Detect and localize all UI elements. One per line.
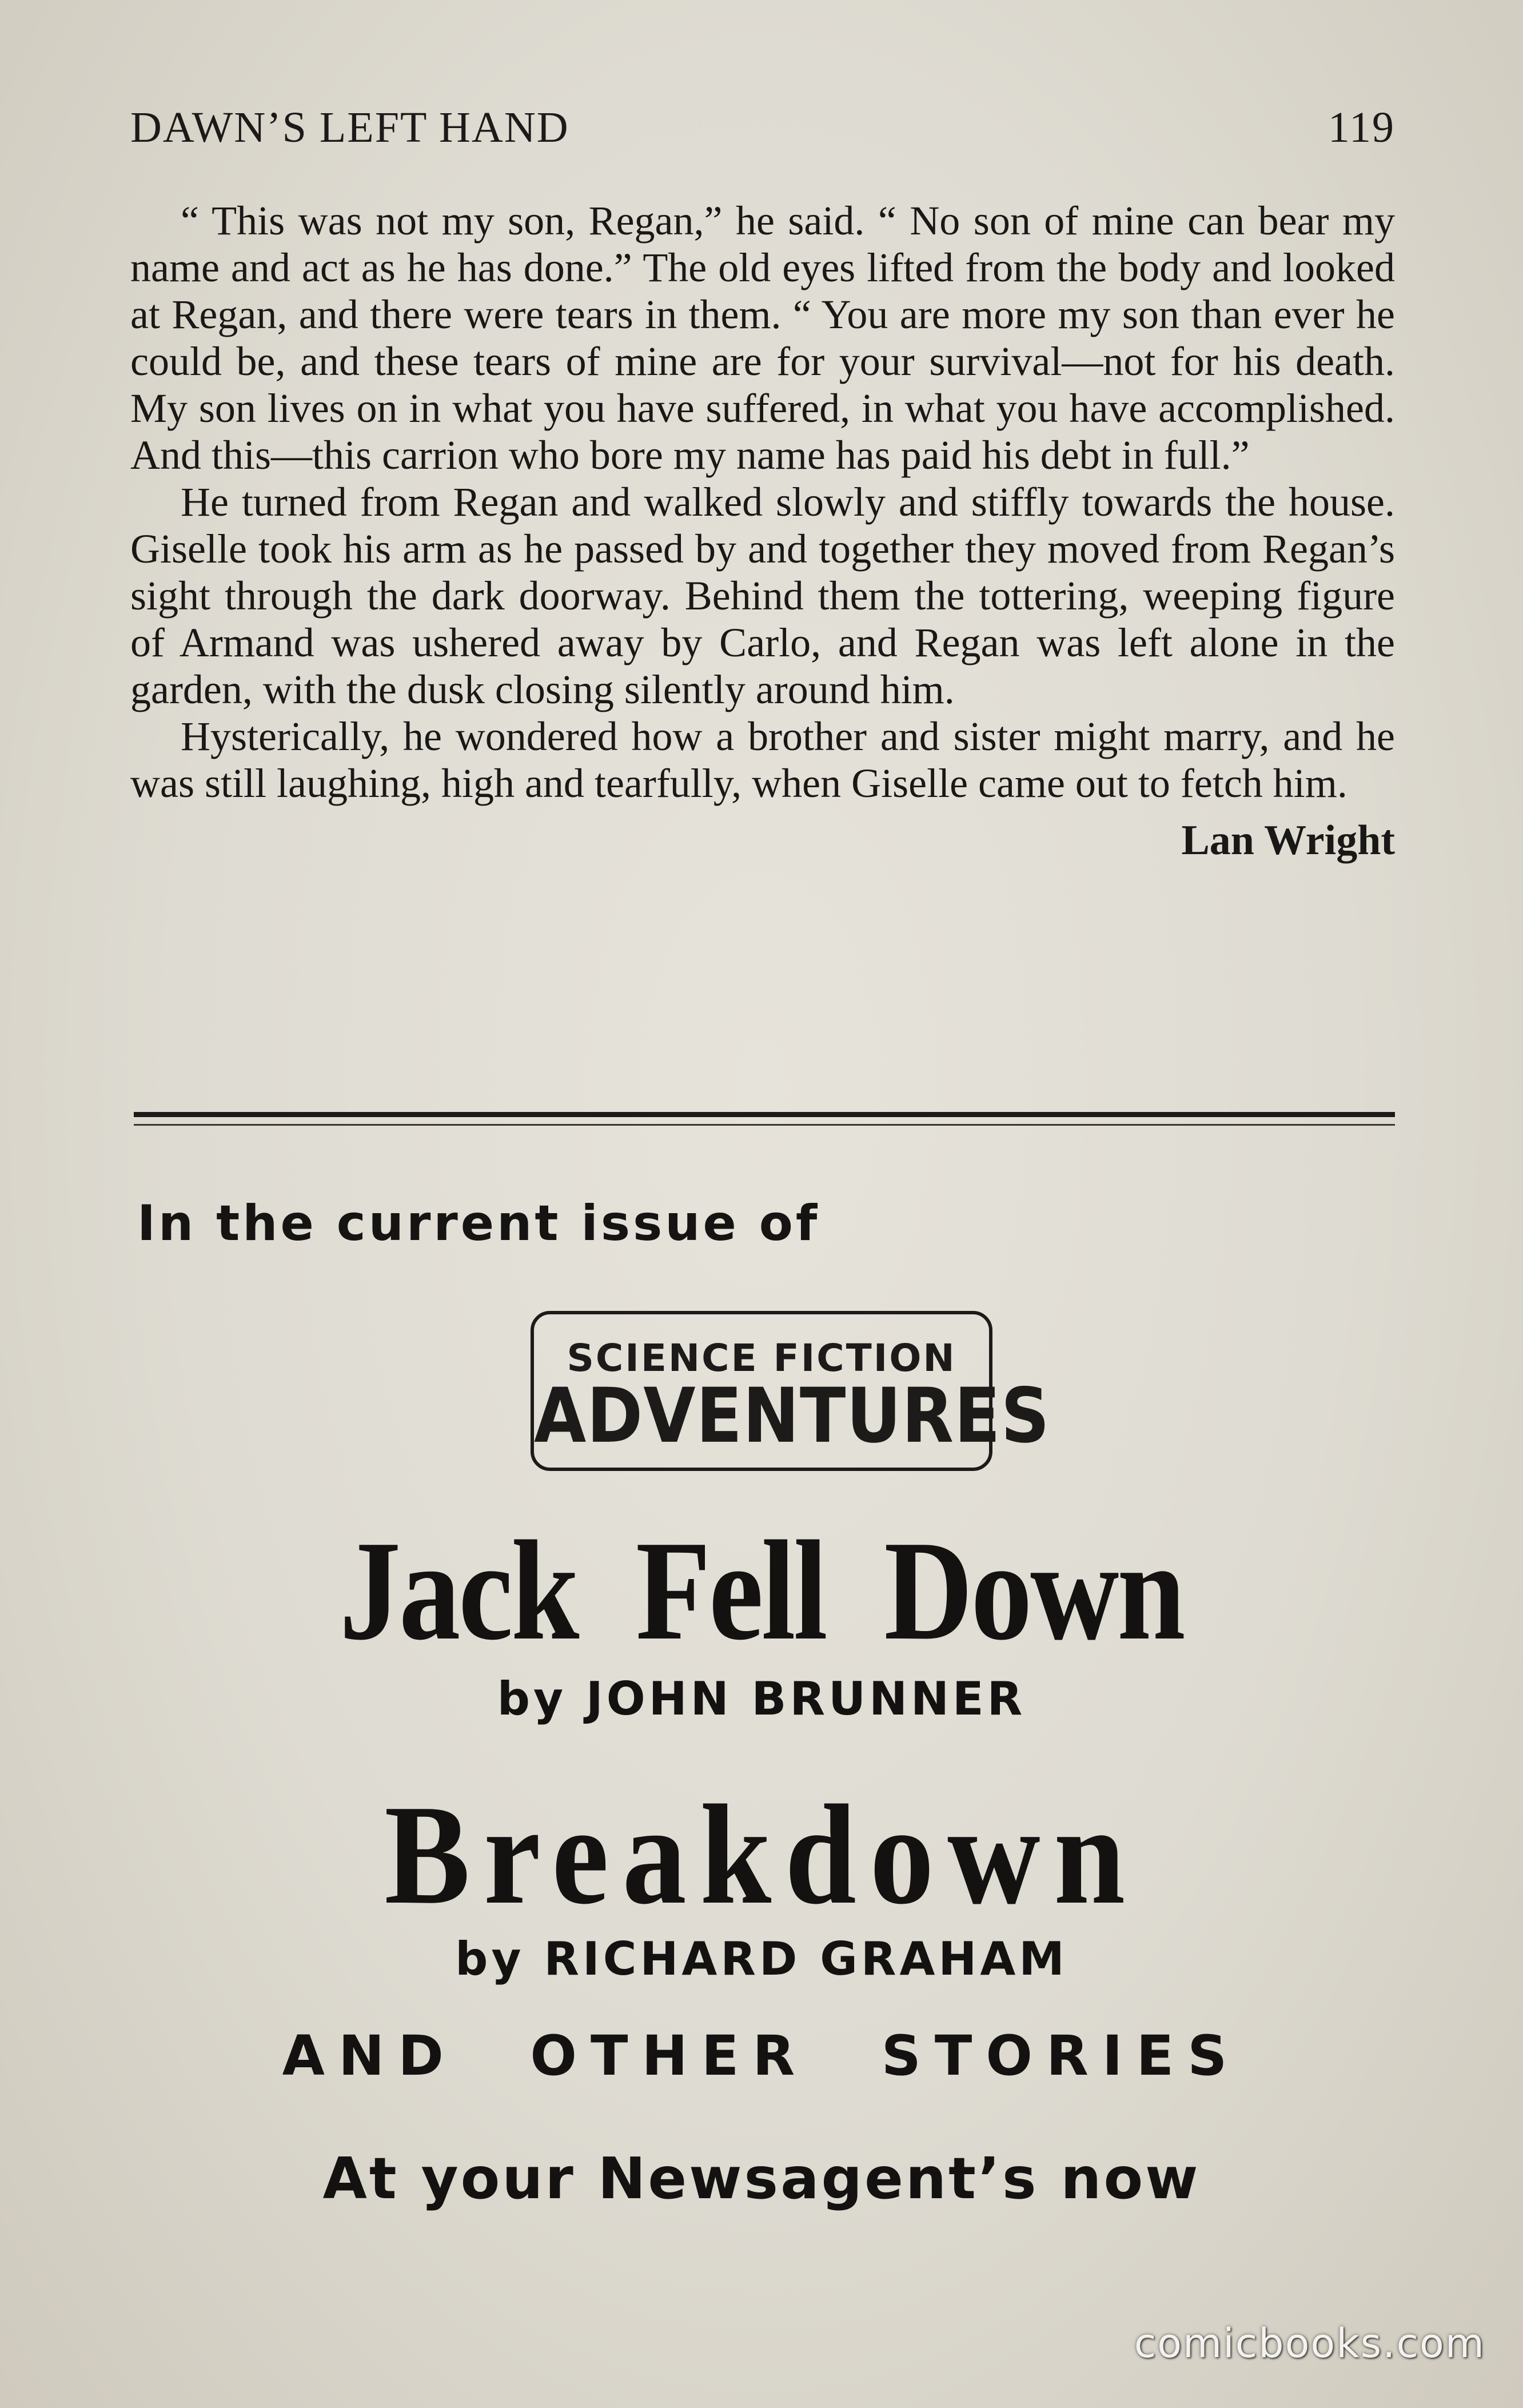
page-number: 119 xyxy=(1327,103,1395,152)
section-divider-thin xyxy=(134,1124,1395,1126)
magazine-logo-line2: ADVENTURES xyxy=(534,1371,1050,1460)
site-watermark: comicbooks.com xyxy=(1134,2320,1485,2367)
other-stories-line: AND OTHER STORIES xyxy=(282,2024,1241,2088)
running-head xyxy=(130,103,1395,160)
featured-story-title: Jack Fell Down xyxy=(339,1512,1184,1670)
featured-story-author: by JOHN BRUNNER xyxy=(497,1672,1026,1725)
story-paragraph: He turned from Regan and walked slowly and stiffly towards the house. Giselle took his arm as he passed by and together they moved from Regan’s sight through the dark doorway. Behind them the tottering, weeping figure of Armand was ushered away by Carlo, and Regan was left alone in the garden, with the dusk closing silently around him. xyxy=(130,479,1395,712)
featured-story-title: Breakdown xyxy=(384,1776,1139,1934)
story-paragraph: Hysterically, he wondered how a brother and sister might marry, and he was still laughing, high and tearfully, when Giselle came out to fetch him. xyxy=(130,713,1395,806)
author-byline: Lan Wright xyxy=(1181,817,1395,864)
magazine-logo xyxy=(531,1311,1050,1471)
advert-intro: In the current issue of xyxy=(137,1195,820,1252)
magazine-logo-line1: SCIENCE FICTION xyxy=(567,1336,956,1380)
story-paragraph: “ This was not my son, Regan,” he said. “ No son of mine can bear my name and act as he has done.” The old eyes lifted from the body and looked at Regan, and there were tears in them. “ You are more my son than ever he could be, and these tears of mine are for your survival—not for his death. My son lives on in what you have suffered, in what you have accomplished. And this—this carrion who bore my name has paid his debt in full.” xyxy=(130,198,1395,478)
featured-story-author: by RICHARD GRAHAM xyxy=(455,1932,1068,1986)
section-divider xyxy=(134,1112,1395,1117)
story-text xyxy=(130,197,1395,864)
running-title: DAWN’S LEFT HAND xyxy=(130,103,569,152)
availability-line: At your Newsagent’s now xyxy=(322,2145,1201,2212)
